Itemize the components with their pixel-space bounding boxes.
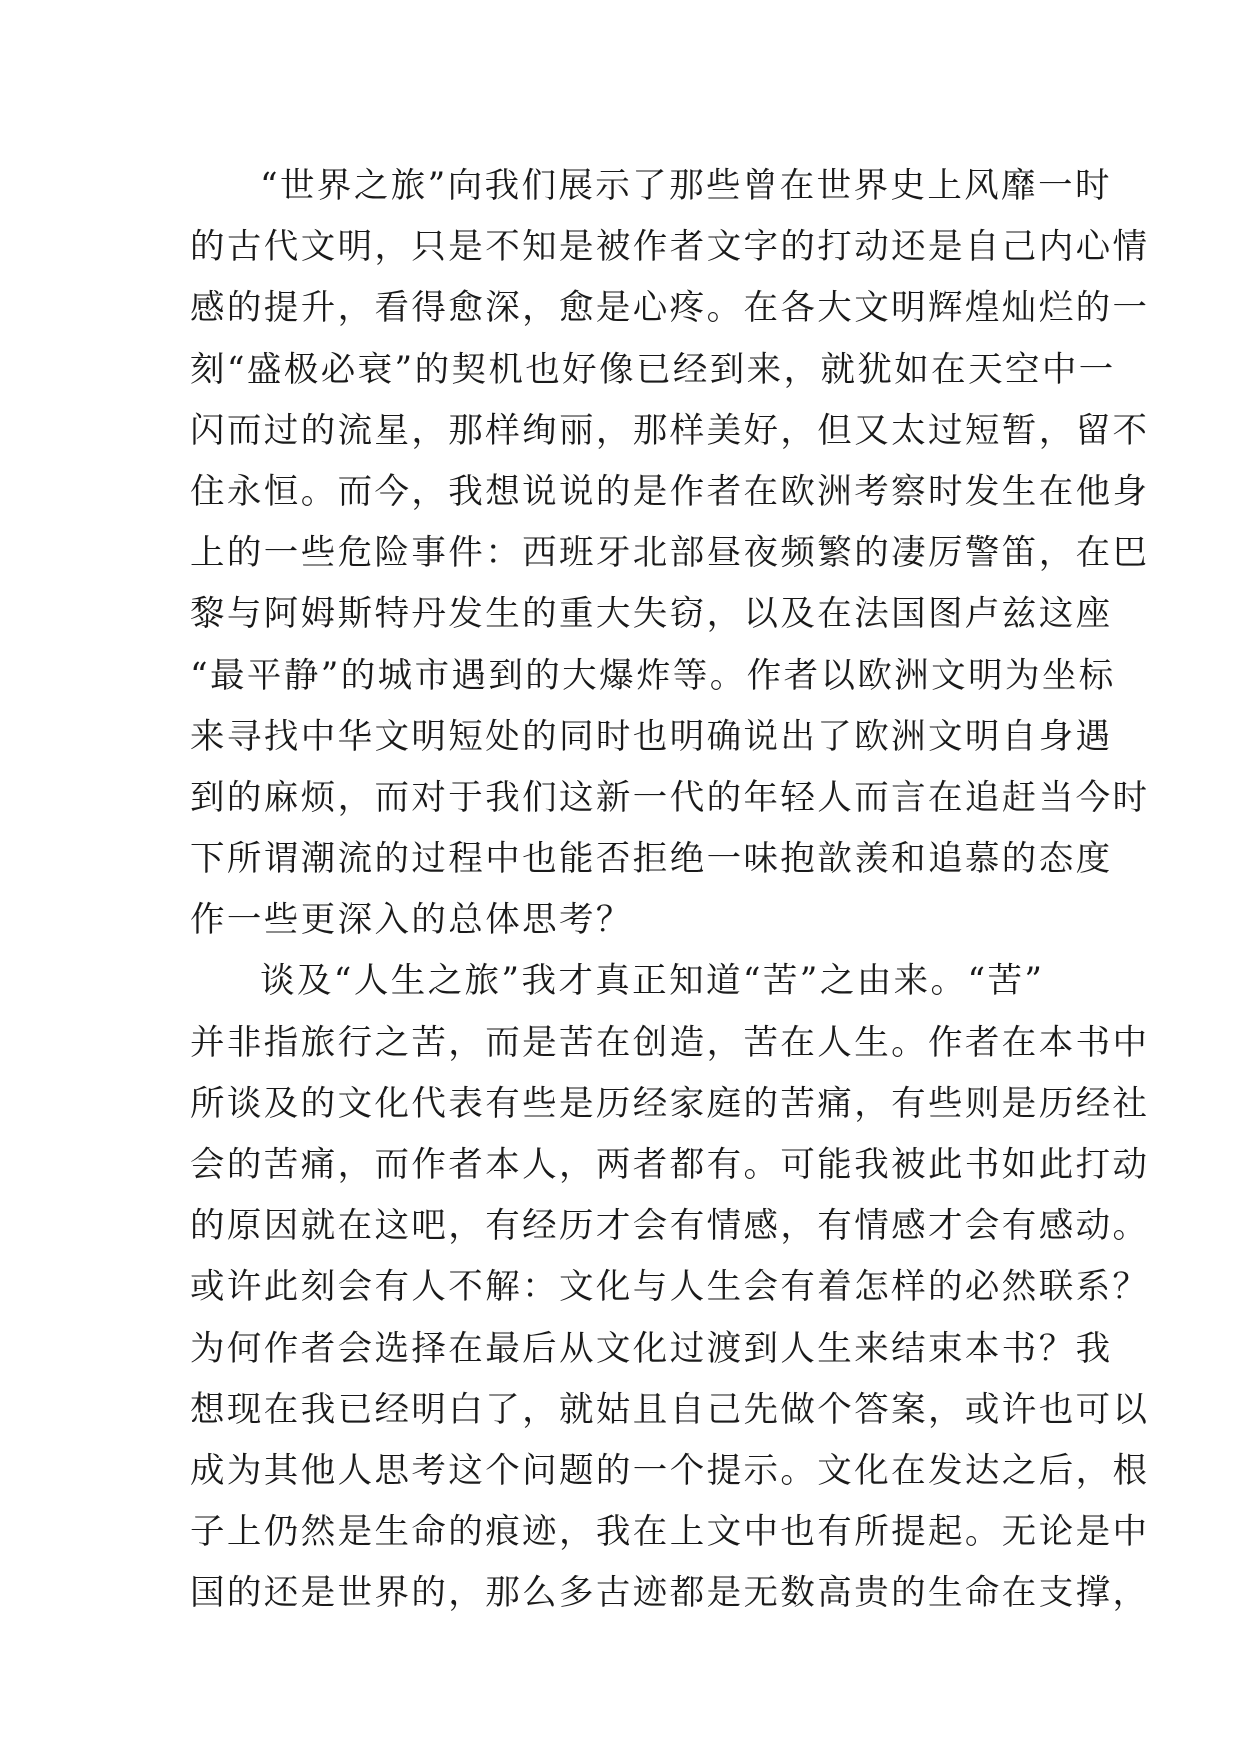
paragraph-line: 黎与阿姆斯特丹发生的重大失窃，以及在法国图卢兹这座 <box>190 594 1113 635</box>
document-body <box>190 156 1150 1625</box>
paragraph-line: 国的还是世界的，那么多古迹都是无数高贵的生命在支撑， <box>190 1573 1150 1614</box>
paragraph-1 <box>190 156 1150 951</box>
paragraph-line: 会的苦痛，而作者本人，两者都有。可能我被此书如此打动 <box>190 1145 1150 1185</box>
paragraph-line: 刻“盛极必衰”的契机也好像已经到来，就犹如在天空中一 <box>190 349 1116 390</box>
paragraph-line: 闪而过的流星，那样绚丽，那样美好，但又太过短暂，留不 <box>190 410 1150 451</box>
paragraph-line: 并非指旅行之苦，而是苦在创造，苦在人生。作者在本书中 <box>190 1022 1150 1063</box>
paragraph-line: 的原因就在这吧，有经历才会有情感，有情感才会有感动。 <box>190 1206 1150 1247</box>
paragraph-line: 或许此刻会有人不解：文化与人生会有着怎样的必然联系？ <box>190 1267 1150 1308</box>
paragraph-line: 下所谓潮流的过程中也能否拒绝一味抱歆羡和追慕的态度 <box>190 839 1113 880</box>
paragraph-line: 为何作者会选择在最后从文化过渡到人生来结束本书？我 <box>190 1328 1113 1369</box>
paragraph-line: 想现在我已经明白了，就姑且自己先做个答案，或许也可以 <box>190 1389 1150 1430</box>
paragraph-line: 上的一些危险事件：西班牙北部昼夜频繁的凄厉警笛，在巴 <box>190 533 1150 574</box>
paragraph-line: 来寻找中华文明短处的同时也明确说出了欧洲文明自身遇 <box>190 716 1113 757</box>
paragraph-2 <box>190 951 1150 1624</box>
paragraph-line: 谈及“人生之旅”我才真正知道“苦”之由来。“苦” <box>260 961 1045 1002</box>
paragraph-line: 住永恒。而今，我想说说的是作者在欧洲考察时发生在他身 <box>190 471 1150 512</box>
paragraph-line: 子上仍然是生命的痕迹，我在上文中也有所提起。无论是中 <box>190 1512 1150 1553</box>
paragraph-line: “最平静”的城市遇到的大爆炸等。作者以欧洲文明为坐标 <box>190 655 1116 696</box>
paragraph-line: 作一些更深入的总体思考？ <box>190 900 633 941</box>
paragraph-line: 感的提升，看得愈深，愈是心疼。在各大文明辉煌灿烂的一 <box>190 288 1150 329</box>
paragraph-line: 成为其他人思考这个问题的一个提示。文化在发达之后，根 <box>190 1450 1150 1491</box>
paragraph-line: 到的麻烦，而对于我们这新一代的年轻人而言在追赶当今时 <box>190 777 1150 818</box>
paragraph-line: “世界之旅”向我们展示了那些曾在世界史上风靡一时 <box>260 166 1112 206</box>
paragraph-line: 的古代文明，只是不知是被作者文字的打动还是自己内心情 <box>190 227 1150 268</box>
paragraph-line: 所谈及的文化代表有些是历经家庭的苦痛，有些则是历经社 <box>190 1083 1150 1124</box>
